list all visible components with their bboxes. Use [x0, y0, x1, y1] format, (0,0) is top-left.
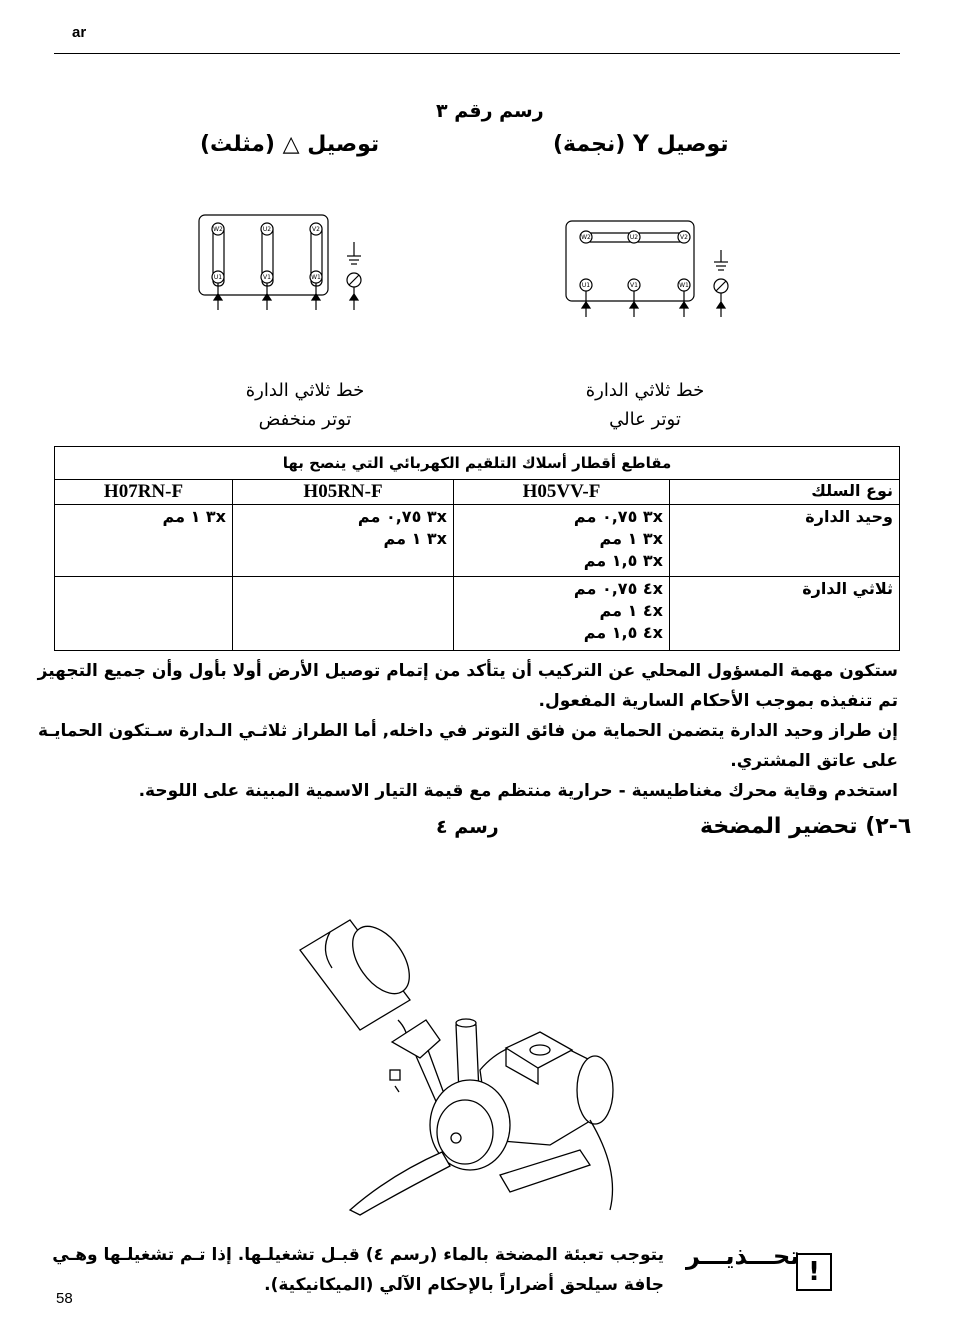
table-row: [55, 577, 900, 651]
delta-label-voltage: توتر منخفض: [258, 409, 352, 430]
row-type: وحيد الدارة: [670, 505, 900, 577]
cell-value: ٣x ٠,٧٥ مم: [573, 507, 663, 526]
table-cell: [233, 505, 454, 577]
funnel-icon: [392, 1020, 440, 1058]
table-cell: [233, 577, 454, 651]
cell-value: ٣x ١,٥ مم: [583, 551, 663, 570]
wiring-diagrams: [190, 200, 770, 320]
star-terminal-w2: W2: [581, 234, 591, 241]
table-header: مقاطع أقطار أسلاك التلقيم الكهربائي التي ينصح بها: [55, 447, 900, 480]
table-cell: [454, 577, 670, 651]
star-terminal-w1: W1: [679, 282, 689, 289]
star-terminal-u1: U1: [581, 282, 591, 289]
power-cable: [590, 1120, 613, 1210]
page-number: 58: [56, 1290, 73, 1307]
star-connection-title: توصيل Y (نجمة): [553, 132, 729, 157]
paragraph-line: على عاتق المشتري.: [730, 751, 898, 771]
table-cell: [55, 577, 233, 651]
warning-line: جافة سيلحق أضراراً بالإحكام الآلي (الميكانيكية).: [264, 1275, 664, 1295]
header-rule: [54, 53, 900, 54]
cell-value: ٣x ١ مم: [599, 529, 663, 548]
table-row: [55, 505, 900, 577]
paragraph-line: ستكون مهمة المسؤول المحلي عن التركيب أن يتأكد من إتمام توصيل الأرض أولا بأول وأن جميع التجهيز: [37, 661, 898, 681]
delta-terminal-u1: U1: [213, 274, 223, 281]
delta-wiring-diagram: [199, 215, 361, 310]
star-terminal-v2: V2: [680, 234, 688, 241]
delta-terminal-w1: W1: [311, 274, 321, 281]
delta-terminal-w2: W2: [213, 226, 223, 233]
installation-notes: [37, 656, 898, 806]
cable-section-table: [54, 446, 900, 651]
pump-priming-illustration: [290, 910, 630, 1220]
star-label-voltage: توتر عالي: [609, 409, 681, 430]
suction-pipe: [350, 1152, 450, 1215]
cell-value: ٤x ١ مم: [599, 601, 663, 620]
figure-4-ref: رسم ٤: [436, 816, 499, 838]
star-terminal-u2: U2: [629, 234, 639, 241]
star-terminal-v1: V1: [630, 282, 638, 289]
delta-terminal-v2: V2: [312, 226, 320, 233]
warning-icon: !: [796, 1253, 832, 1291]
cell-value: ٤x ٠,٧٥ مم: [573, 579, 663, 598]
cell-value: ٣x ١ مم: [383, 529, 447, 548]
cell-value: ٣x ١ مم: [162, 507, 226, 526]
paragraph-line: إن طراز وحيد الدارة يتضمن الحماية من فائق التوتر في داخله, أما الطراز ثلاثـي الـدارة سـتكون الحمايـة: [38, 721, 898, 741]
paragraph-line: استخدم وقاية محرك مغناطيسية - حرارية منتظم مع قيمة التيار الاسمية المبينة على اللوحة.: [138, 781, 898, 801]
delta-connection-title: توصيل △ (مثلث): [200, 132, 380, 157]
warning-line: يتوجب تعبئة المضخة بالماء (رسم ٤) قبـل تشغيلـها. إذا تـم تشغيلـها وهـي: [52, 1245, 664, 1265]
language-code: ar: [72, 24, 87, 41]
table-cell: [454, 505, 670, 577]
delta-terminal-u2: U2: [262, 226, 272, 233]
figure-3-title: رسم رقم ٣: [436, 100, 544, 122]
cable-type-label: نوع السلك: [670, 480, 900, 505]
cell-value: ٤x ١,٥ مم: [583, 623, 663, 642]
code-h05rn-f: H05RN-F: [233, 480, 454, 505]
code-h05vv-f: H05VV-F: [454, 480, 670, 505]
cell-value: ٣x ٠,٧٥ مم: [357, 507, 447, 526]
delta-terminal-v1: V1: [263, 274, 271, 281]
star-label-line: خط ثلاثي الدارة: [585, 380, 705, 401]
paragraph-line: تم تنفيذه بموجب الأحكام السارية المفعول.: [538, 691, 898, 711]
warning-title: تحـــذيـــر: [686, 1242, 800, 1270]
section-heading: ٦-٢) تحضير المضخة: [700, 814, 912, 839]
table-cell: [55, 505, 233, 577]
row-type: ثلاثي الدارة: [670, 577, 900, 651]
delta-label-line: خط ثلاثي الدارة: [245, 380, 365, 401]
code-h07rn-f: H07RN-F: [55, 480, 233, 505]
